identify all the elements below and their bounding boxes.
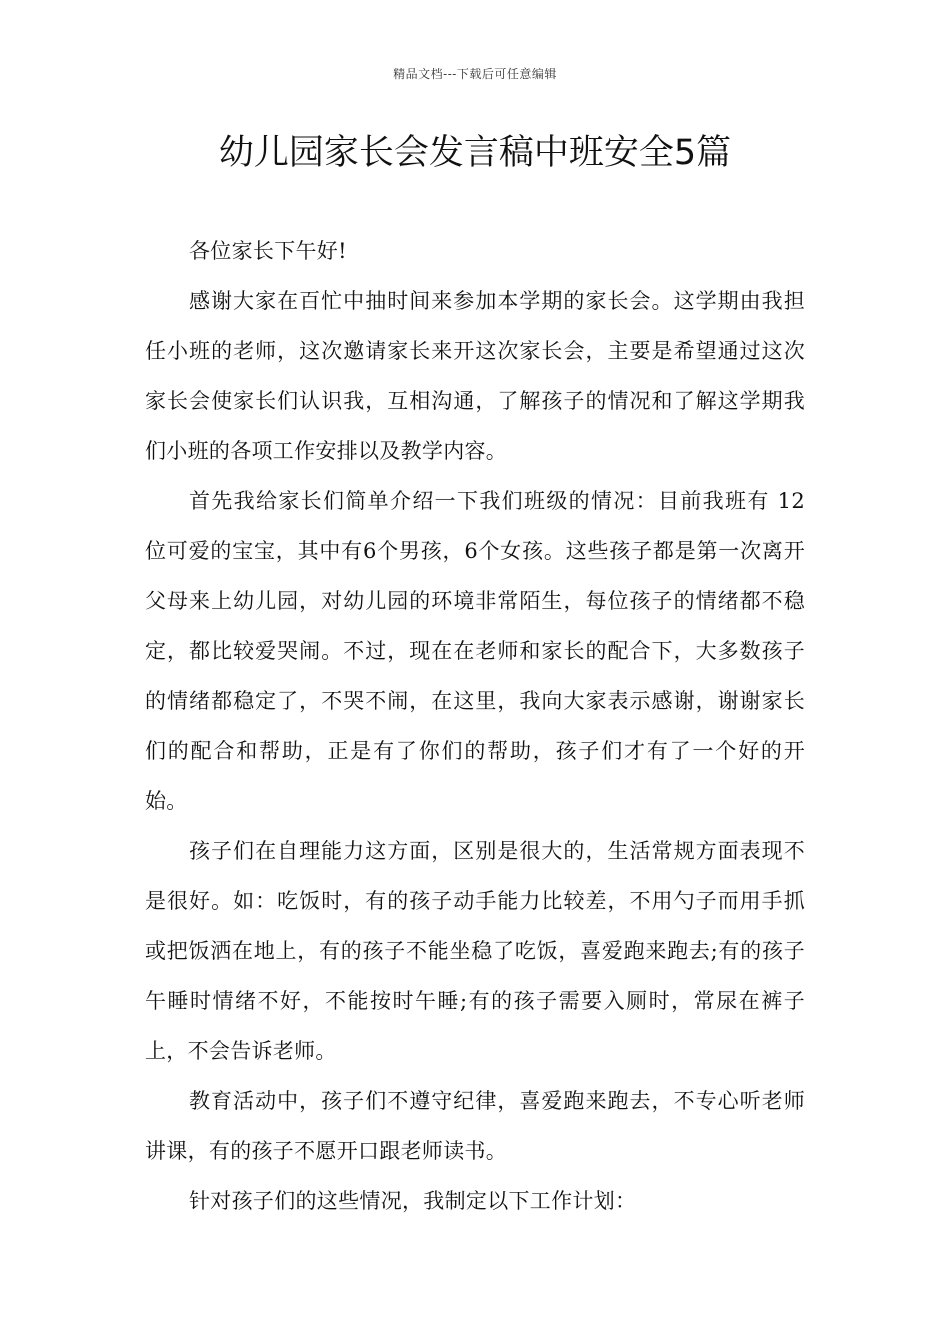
paragraph-greeting: 各位家长下午好! [189,239,347,263]
document-title: 幼儿园家长会发言稿中班安全5篇 [218,133,732,173]
paragraph-intro: 感谢大家在百忙中抽时间来参加本学期的家长会。这学期由我担任小班的老师，这次邀请家长来开这次家长会，主要是希望通过这次家长会使家长们认识我，互相沟通，了解孩子的情况和了解这学期我们小班的各项工作安排以及教学内容。 [145,289,805,463]
paragraph-plan-intro: 针对孩子们的这些情况，我制定以下工作计划： [189,1189,637,1213]
header-note: 精品文档---下载后可任意编辑 [393,67,557,81]
paragraph-class-situation: 首先我给家长们简单介绍一下我们班级的情况：目前我班有 12 位可爱的宝宝，其中有6个男孩，6个女孩。这些孩子都是第一次离开父母来上幼儿园，对幼儿园的环境非常陌生，每位孩子的情绪都不稳定，都比较爱哭闹。不过，现在在老师和家长的配合下，大多数孩子的情绪都稳定了，不哭不闹，在这里，我向大家表示感谢，谢谢家长们的配合和帮助，正是有了你们的帮助，孩子们才有了一个好的开始。 [145,489,805,813]
document-body [145,226,805,1226]
paragraph-education: 教育活动中，孩子们不遵守纪律，喜爱跑来跑去，不专心听老师讲课，有的孩子不愿开口跟老师读书。 [145,1089,805,1163]
paragraph-self-care: 孩子们在自理能力这方面，区别是很大的，生活常规方面表现不是很好。如：吃饭时，有的孩子动手能力比较差，不用勺子而用手抓或把饭洒在地上，有的孩子不能坐稳了吃饭，喜爱跑来跑去;有的孩子午睡时情绪不好，不能按时午睡;有的孩子需要入厕时，常尿在裤子上，不会告诉老师。 [145,839,805,1063]
